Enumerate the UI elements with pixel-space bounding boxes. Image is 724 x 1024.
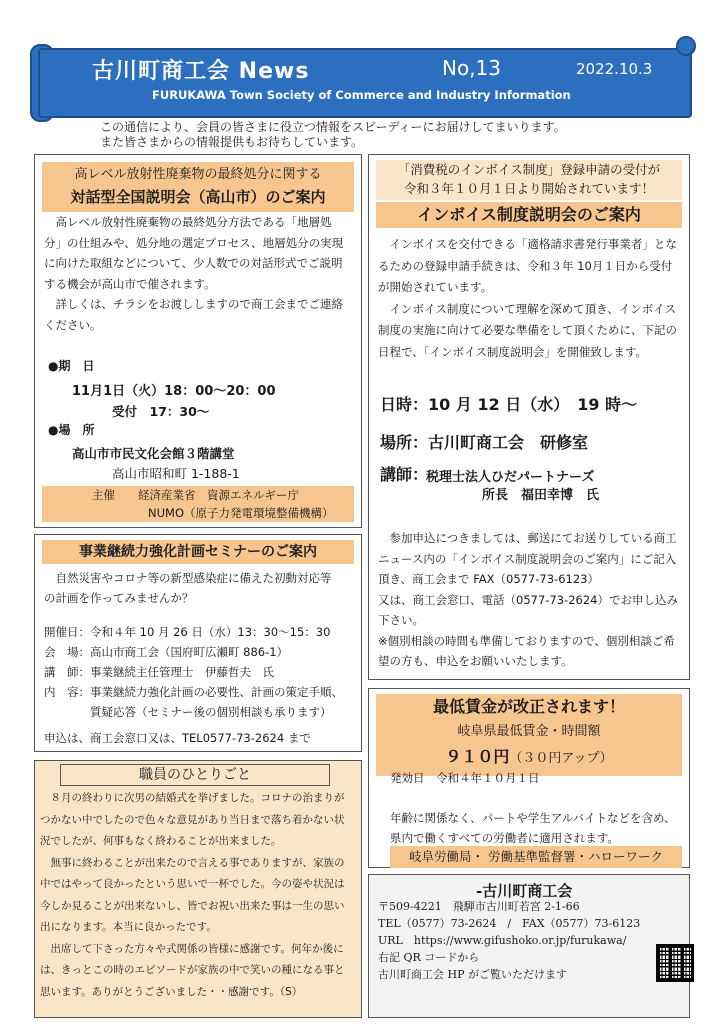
body-line: ８月の終わりに次男の結婚式を挙げました。コロナの治まりが (40, 792, 345, 804)
nuclear-title-line2: 対話型全国説明会（高山市）のご案内 (70, 188, 326, 206)
apply-line: 頂き、商工会まで FAX（0577-73-6123） (378, 572, 599, 586)
newsletter-subtitle: FURUKAWA Town Society of Commerce and Industry Information (152, 88, 571, 102)
detail-row: 開催日：令和４年 10 月 26 日（水）13：30～15：30 (44, 625, 331, 639)
invoice-title: インボイス制度説明会のご案内 (376, 202, 682, 228)
nuclear-place-value: 高山市市民文化会館３階講堂 (72, 446, 235, 461)
nuclear-date-value: 11月1日（火）18：00～20：00 (72, 384, 276, 399)
apply-line: 下さい。 (378, 613, 424, 627)
apply-line: 参加申込につきましては、郵送にてお送りしている商工 (378, 531, 677, 545)
notice-line: 令和３年１０月１日より開始されています！ (403, 181, 654, 196)
wage-subtitle: 岐阜県最低賃金・時間額 (457, 724, 601, 739)
body-line: は、きっとこの時のエピソードが家族の中で笑いの種になる事と (40, 964, 345, 976)
host-line: 主催 経済産業省 資源エネルギー庁 (92, 488, 299, 502)
body-line: 高レベル放射性廃棄物の最終処分方法である「地層処 (44, 215, 332, 229)
body-line: 日程で、「インボイス制度説明会」を開催致します。 (378, 344, 647, 359)
intro-text (100, 120, 660, 150)
contact-postal: 〒509-4221 飛騨市古川町若宮 2-1-66 (378, 900, 580, 913)
body-line: つかない中でしたので色々な意見があり当日まで落ち着かない状 (40, 813, 345, 826)
invoice-body (378, 234, 690, 363)
body-line: する機会が高山市で催されます。 (44, 276, 216, 291)
issue-date: 2022.10.3 (576, 60, 653, 78)
invoice-lecturer-org: 税理士法人ひだパートナーズ (426, 470, 595, 485)
wage-header (376, 694, 682, 776)
detail-row: 講 師：事業継続主任管理士 伊藤哲夫 氏 (44, 665, 274, 679)
wage-effective: 発効日 令和４年１０月１日 (390, 771, 540, 785)
nuclear-reception: 受付 17：30～ (112, 404, 210, 419)
body-line: インボイス制度について理解を深めて頂き、インボイス (378, 301, 677, 316)
wage-body (390, 808, 690, 848)
nuclear-title-line1: 高レベル放射性廃棄物の最終処分に関する (74, 167, 322, 182)
apply-line: ※個別相談の時間も準備しておりますので、個別相談ご希 (378, 633, 675, 648)
nuclear-body (44, 212, 360, 335)
body-line: 県内で働くすべての労働者に適用されます。 (390, 831, 619, 845)
detail-row: 質疑応答（セミナー後の個別相談も承ります） (44, 705, 332, 719)
contact-details (378, 898, 678, 983)
detail-row: 内 容：事業継続力強化計画の必要性、計画の策定手順、 (44, 685, 343, 699)
invoice-apply (378, 528, 690, 672)
nuclear-place-label: ●場 所 (48, 423, 95, 437)
body-line: 況でしたが、何事もなく終わることが出来ました。 (40, 835, 282, 847)
body-line: が開始されています。 (378, 280, 493, 294)
apply-line: 又は、商工会窓口、電話（0577-73-2624）でお申し込み (378, 592, 678, 607)
invoice-place: 場所：古川町商工会 研修室 (380, 433, 589, 452)
body-line: 分」の仕組みや、処分地の選定プロセス、地層処分の実現 (44, 235, 344, 250)
invoice-lecturer-name: 所長 福田幸博 氏 (482, 488, 600, 503)
nuclear-address: 高山市昭和町 1-188-1 (112, 466, 240, 481)
bcp-body (44, 568, 360, 608)
body-line: 詳しくは、チラシをお渡ししますので商工会までご連絡 (44, 297, 343, 311)
body-line: 中ではやって良かったという思いで一杯でした。今の姿や状況は (40, 878, 345, 890)
newsletter-title: 古川町商工会 News (92, 59, 310, 84)
wage-title: 最低賃金が改正されます！ (432, 697, 625, 716)
nuclear-host (42, 486, 354, 522)
issue-number: No,13 (442, 56, 502, 80)
contact-qr-text: 右記 QR コードから (378, 951, 480, 964)
contact-org: -古川町商工会 (476, 882, 573, 900)
nuclear-date-label: ●期 日 (48, 359, 95, 373)
intro-line: この通信により、会員の皆さまに役立つ情報をスピーディーにお届けしてまいります。 (100, 120, 566, 134)
body-line: 制度の実施に向けて必要な準備をして頂くために、下記の (378, 323, 677, 337)
invoice-datetime: 日時：10 月 12 日（水） 19 時～ (380, 395, 638, 414)
banner-scroll-right (676, 36, 696, 56)
body-line: 出になります。本当に良かったです。 (40, 921, 217, 933)
bcp-apply: 申込は、商工会窓口又は、TEL0577-73-2624 まで (44, 731, 311, 745)
body-line: の計画を作ってみませんか？ (44, 591, 194, 605)
body-line: 年齢に関係なく、パートや学生アルバイトなどを含め、 (390, 811, 676, 825)
staff-body (40, 788, 362, 1003)
body-line: 今しか見ることが出来ないし、皆でお祝い出来た事は一生の思い (40, 899, 345, 912)
contact-qr-text: 古川町商工会 HP がご覧いただけます (378, 968, 567, 981)
invoice-lecturer-label: 講師： (380, 465, 429, 484)
wage-footer: 岐阜労働局・ 労働基準監督署・ハローワーク (390, 846, 682, 868)
detail-row: 会 場：高山市商工会（国府町広瀬町 886-1） (44, 645, 289, 659)
invoice-notice (376, 160, 682, 200)
contact-tel: TEL（0577）73-2624 / FAX（0577）73-6123 (378, 917, 641, 930)
body-line: 自然災害やコロナ等の新型感染症に備えた初動対応等 (44, 571, 332, 585)
host-line: NUMO（原子力発電環境整備機構） (148, 506, 334, 520)
notice-line: 「消費税のインボイス制度」登録申請の受付が (397, 162, 661, 177)
apply-line: ニュース内の「インボイス制度説明会のご案内」にご記入 (378, 551, 677, 566)
intro-line: また皆さまからの情報提供もお待ちしています。 (100, 135, 364, 149)
nuclear-title (42, 162, 354, 212)
body-line: 思います。ありがとうございました・・感謝です。（S） (40, 985, 303, 998)
wage-increase: （３０円アップ） (509, 751, 613, 766)
bcp-title: 事業継続力強化計画セミナーのご案内 (42, 540, 354, 564)
qr-code-icon[interactable] (656, 944, 694, 982)
apply-line: 望の方も、申込をお願いいたします。 (378, 654, 573, 668)
body-line: に向けた取組などについて、少人数での対話形式でご説明 (44, 256, 343, 270)
body-line: インボイスを交付できる「適格請求書発行事業者」とな (378, 237, 677, 251)
body-line: るための登録申請手続きは、令和３年 10月１日から受付 (378, 258, 673, 273)
body-line: 出席して下さった方々や式関係の皆様に感謝です。何年か後に (40, 942, 344, 955)
staff-title: 職員のひとりごと (60, 764, 330, 786)
body-line: 無事に終わることが出来たので言える事でありますが、家族の (40, 856, 345, 869)
bcp-details (44, 622, 360, 722)
wage-amount: ９１０円 (445, 747, 510, 766)
body-line: ください。 (44, 317, 102, 332)
contact-url[interactable]: URL https://www.gifushoko.or.jp/furukawa/ (378, 934, 627, 947)
